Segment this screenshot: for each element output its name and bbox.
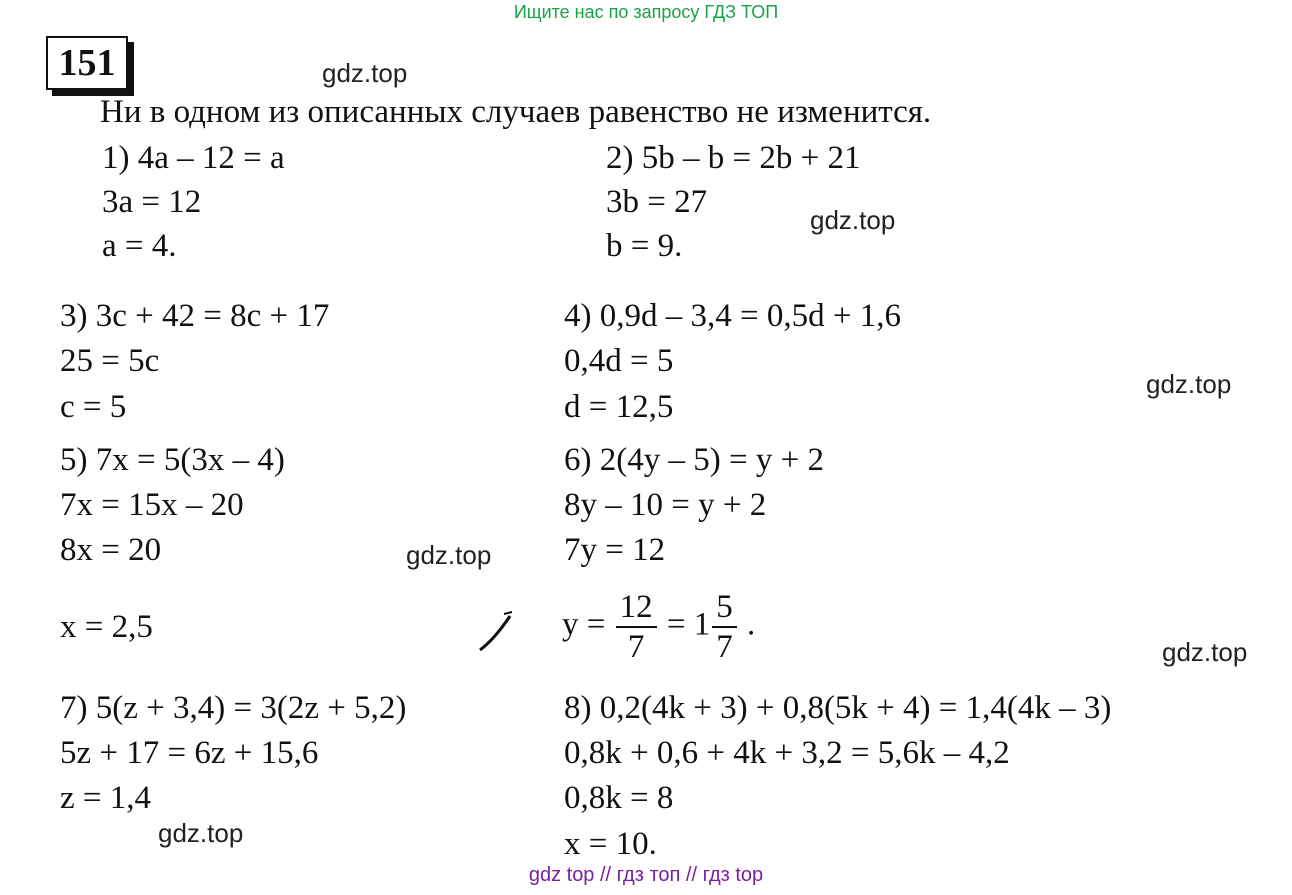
watermark: gdz.top <box>1162 637 1248 667</box>
intro-text: Ни в одном из описанных случаев равенство не изменится. <box>100 94 932 130</box>
problem-7-line-1: 7) 5(z + 3,4) = 3(2z + 5,2) <box>60 690 407 726</box>
problem-1-line-1: 1) 4a – 12 = a <box>102 140 285 176</box>
fraction-numerator: 5 <box>712 588 737 628</box>
watermark: gdz.top <box>158 818 244 848</box>
problem-7-line-2: 5z + 17 = 6z + 15,6 <box>60 735 319 771</box>
fraction-denominator: 7 <box>716 629 733 665</box>
problem-7-line-3: z = 1,4 <box>60 780 152 816</box>
fraction-12-7 <box>616 588 657 666</box>
problem-8-line-2: 0,8k + 0,6 + 4k + 3,2 = 5,6k – 4,2 <box>564 735 1010 771</box>
problem-4-line-3: d = 12,5 <box>564 389 674 425</box>
problem-3-line-2: 25 = 5c <box>60 343 160 379</box>
result-end: . <box>747 606 756 643</box>
problem-6-line-1: 6) 2(4y – 5) = y + 2 <box>564 442 824 478</box>
problem-5-line-4: x = 2,5 <box>60 609 153 645</box>
problem-6-result <box>562 588 755 666</box>
watermark: gdz.top <box>322 58 408 88</box>
problem-5-line-2: 7x = 15x – 20 <box>60 487 244 523</box>
problem-4-line-2: 0,4d = 5 <box>564 343 674 379</box>
problem-2-line-2: 3b = 27 <box>606 184 708 220</box>
result-prefix: y = <box>562 606 606 643</box>
problem-2-line-1: 2) 5b – b = 2b + 21 <box>606 140 861 176</box>
problem-5-line-3: 8x = 20 <box>60 532 162 568</box>
problem-2-line-3: b = 9. <box>606 228 683 264</box>
problem-6-line-3: 7y = 12 <box>564 532 666 568</box>
watermark: gdz.top <box>406 540 492 570</box>
problem-3-line-3: c = 5 <box>60 389 127 425</box>
problem-1-line-3: a = 4. <box>102 228 177 264</box>
problem-8-line-4: x = 10. <box>564 826 657 862</box>
watermark: gdz.top <box>1146 369 1232 399</box>
task-number: 151 <box>46 36 128 90</box>
problem-3-line-1: 3) 3c + 42 = 8c + 17 <box>60 298 330 334</box>
problem-8-line-1: 8) 0,2(4k + 3) + 0,8(5k + 4) = 1,4(4k – 3) <box>564 690 1112 726</box>
fraction-denominator: 7 <box>627 629 645 665</box>
footer-banner[interactable]: gdz top // гдз топ // гдз top <box>528 864 764 886</box>
problem-5-line-1: 5) 7x = 5(3x – 4) <box>60 442 285 478</box>
header-banner[interactable]: Ищите нас по запросу ГДЗ ТОП <box>513 2 779 22</box>
result-equals: = 1 <box>666 606 711 643</box>
problem-6-line-2: 8y – 10 = y + 2 <box>564 487 767 523</box>
checkmark-icon <box>478 610 518 654</box>
problem-8-line-3: 0,8k = 8 <box>564 780 674 816</box>
problem-1-line-2: 3a = 12 <box>102 184 202 220</box>
watermark: gdz.top <box>810 205 896 235</box>
fraction-5-7 <box>712 588 737 666</box>
problem-4-line-1: 4) 0,9d – 3,4 = 0,5d + 1,6 <box>564 298 901 334</box>
fraction-numerator: 12 <box>616 588 657 628</box>
